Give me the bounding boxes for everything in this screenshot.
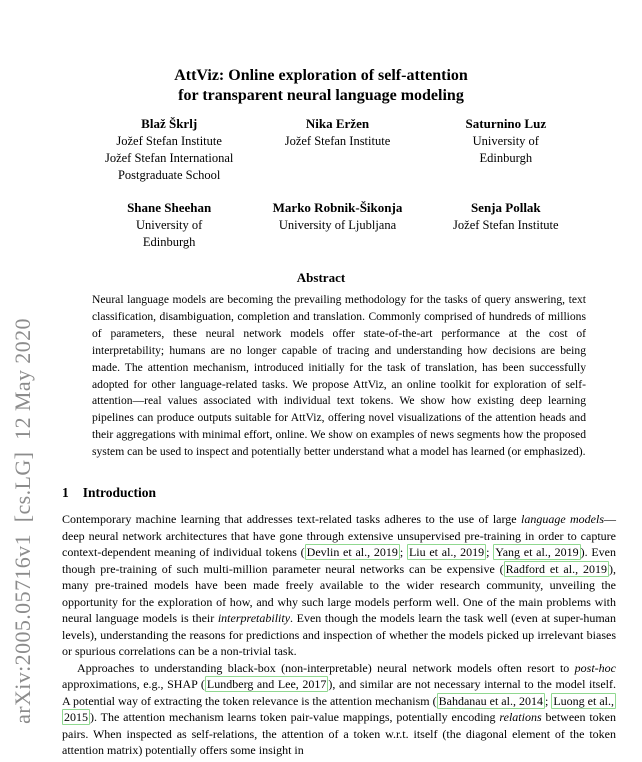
- section-number: 1: [62, 485, 69, 500]
- author-affiliation: University of: [472, 134, 539, 148]
- author-name: Senja Pollak: [470, 200, 541, 215]
- author-block: [85, 115, 590, 251]
- author: [422, 199, 590, 251]
- author-name: Shane Sheehan: [127, 200, 212, 215]
- citation-link[interactable]: Radford et al., 2019: [505, 561, 607, 576]
- body-text: Approaches to understanding black-box (non-interpretable) neural network models often resort to: [77, 660, 575, 675]
- body-text: ;: [399, 545, 407, 559]
- author-row-1: [85, 115, 590, 184]
- author-affiliation: University of: [136, 218, 203, 232]
- body-text: between token pairs. When inspected as self-relations, the attention of a token w.r.t. itself (the diagonal element of the token attention matrix) potentially offers some insight in: [62, 710, 616, 757]
- citation-link[interactable]: Luong et al., 2015: [64, 693, 614, 724]
- section-title: Introduction: [82, 485, 157, 500]
- arxiv-watermark: arXiv:2005.05716v1 [cs.LG] 12 May 2020: [10, 318, 35, 724]
- body-text: ). Even though pre-training of such multi-million parameter neural networks can be expensive (: [62, 545, 616, 576]
- author: [85, 199, 253, 251]
- author: [253, 115, 421, 184]
- author: [422, 115, 590, 184]
- body-paragraph: [62, 511, 616, 660]
- body-text: ), many pre-trained models have been made freely available to the wider research community, unveiling the opportunity for the exploration of how, and why such large models perform well. One of the main problems with neural language models is their: [62, 561, 616, 625]
- citation-link[interactable]: Bahdanau et al., 2014: [438, 693, 543, 708]
- author-name: Blaž Škrlj: [141, 116, 198, 131]
- author-name: Saturnino Luz: [465, 116, 547, 131]
- emphasized-text: relations: [499, 710, 542, 724]
- author: [253, 199, 421, 251]
- emphasized-text: post-hoc: [574, 660, 616, 675]
- author-affiliation: Jožef Stefan Institute: [116, 134, 222, 148]
- body-text: ;: [486, 545, 494, 559]
- author-affiliation: Edinburgh: [142, 235, 196, 249]
- author-affiliation: Jožef Stefan International: [104, 151, 234, 165]
- body-text: —deep neural network architectures that have gone through extensive unsupervised pre-training in order to capture context-dependent meaning of individual tokens (: [62, 512, 617, 559]
- body-text: approximations, e.g., SHAP (: [62, 677, 205, 691]
- body-paragraph: [62, 660, 616, 759]
- title-line-2: for transparent neural language modeling: [178, 87, 464, 104]
- body-text: ). The attention mechanism learns token pair-value mappings, potentially encoding: [90, 710, 500, 724]
- abstract-text: Neural language models are becoming the prevailing methodology for the tasks of query answering, text classification, disambiguation, completion and translation. Commonly comprised of hundreds of millions of parameters, these neural network models offer state-of-the-art performance at the cost of interpretability; humans are no longer capable of tracing and understanding how decisions are being made. The attention mechanism, introduced initially for the task of translation, has been successfully adopted for other language-related tasks. We propose AttViz, an online toolkit for exploration of self-attention—real values associated with individual text tokens. We show how existing deep learning pipelines can produce outputs suitable for AttViz, offering novel visualizations of the attention heads and their aggregations with minimal effort, online. We show on examples of news segments how the proposed system can be used to inspect and potentially better understand what a model has learned (or emphasized).: [92, 293, 586, 459]
- author-affiliation: University of Ljubljana: [278, 218, 397, 232]
- body-text: Contemporary machine learning that addresses text-related tasks adheres to the use of large: [62, 512, 521, 526]
- author-name: Marko Robnik-Šikonja: [272, 200, 403, 215]
- body-text: . Even though the models learn the task well (even at super-human levels), understanding the reasons for predictions and inspection of whether the models picked up irrelevant biases or spurious correlations can be a non-trivial task.: [62, 611, 617, 658]
- body-text: ), and similar are not necessary internal to the model itself. A potential way of extracting the token relevance is the attention mechanism (: [62, 677, 616, 708]
- author-affiliation: Jožef Stefan Institute: [284, 134, 391, 148]
- author-affiliation: Jožef Stefan Institute: [453, 218, 559, 232]
- author-name: Nika Eržen: [305, 116, 370, 131]
- abstract-heading: Abstract: [296, 270, 346, 285]
- title-line-1: AttViz: Online exploration of self-attention: [174, 67, 468, 84]
- author-row-2: [85, 199, 590, 251]
- citation-link[interactable]: Devlin et al., 2019: [306, 545, 398, 559]
- introduction-body: [62, 511, 616, 759]
- author-affiliation: Postgraduate School: [117, 168, 221, 182]
- author-affiliation: Edinburgh: [479, 151, 533, 165]
- section-heading-introduction: [62, 485, 156, 501]
- author: [85, 115, 253, 184]
- citation-link[interactable]: Liu et al., 2019: [408, 545, 485, 559]
- citation-link[interactable]: Lundberg and Lee, 2017: [206, 677, 327, 691]
- paper-title: [0, 66, 642, 106]
- emphasized-text: interpretability: [217, 611, 291, 625]
- body-text: ;: [544, 693, 552, 708]
- citation-link[interactable]: Yang et al., 2019: [495, 545, 579, 559]
- emphasized-text: language models: [520, 512, 605, 526]
